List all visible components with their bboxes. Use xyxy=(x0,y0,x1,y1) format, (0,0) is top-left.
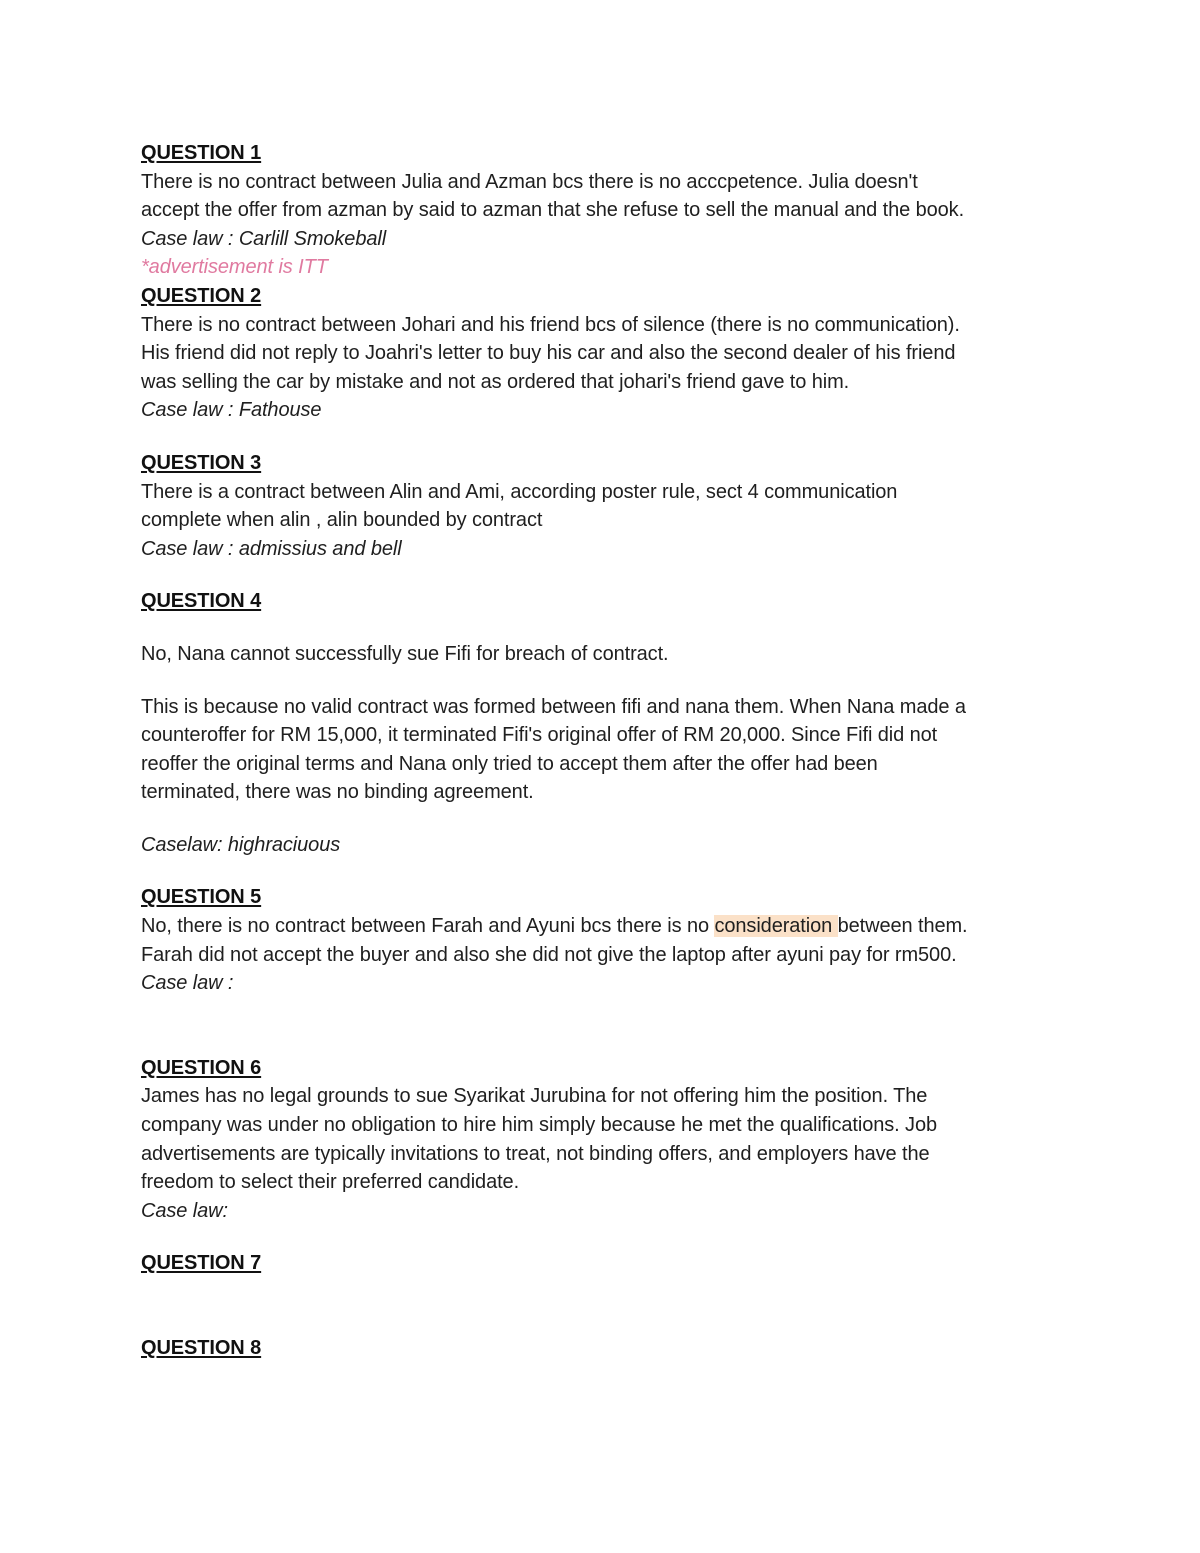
spacer xyxy=(141,669,1061,693)
question-4-case-law: Caselaw: highraciuous xyxy=(141,833,341,856)
question-1-line-1: There is no contract between Julia and Azman bcs there is no acccpetence. Julia doesn't xyxy=(141,170,918,193)
question-2-line-2: His friend did not reply to Joahri's letter to buy his car and also the second dealer of his friend xyxy=(141,342,956,365)
question-2-case-law: Case law : Fathouse xyxy=(141,399,322,422)
spacer xyxy=(141,859,1061,883)
spacer xyxy=(141,616,1061,640)
question-3-line-2: complete when alin , alin bounded by contract xyxy=(141,509,543,532)
question-6-heading: QUESTION 6 xyxy=(141,1056,262,1079)
question-6-line-4: freedom to select their preferred candidate. xyxy=(141,1171,520,1194)
spacer xyxy=(141,425,1061,449)
question-6-line-2: company was under no obligation to hire him simply because he met the qualifications. Job xyxy=(141,1114,937,1137)
question-1-note: *advertisement is ITT xyxy=(141,256,328,279)
question-2-line-3: was selling the car by mistake and not as ordered that johari's friend gave to him. xyxy=(141,370,850,393)
question-4-heading: QUESTION 4 xyxy=(141,590,262,613)
highlighted-word: consideration xyxy=(714,915,838,938)
question-5-heading: QUESTION 5 xyxy=(141,886,262,909)
question-6-line-3: advertisements are typically invitations to treat, not binding offers, and employers have the xyxy=(141,1142,930,1165)
question-6-line-1: James has no legal grounds to sue Syarikat Jurubina for not offering him the position. The xyxy=(141,1085,928,1108)
question-3-line-1: There is a contract between Alin and Ami, according poster rule, sect 4 communication xyxy=(141,480,898,503)
question-3-case-law: Case law : admissius and bell xyxy=(141,537,402,560)
document-page xyxy=(141,139,1061,1363)
spacer xyxy=(141,563,1061,587)
question-2-line-1: There is no contract between Johari and his friend bcs of silence (there is no communication). xyxy=(141,313,960,336)
spacer xyxy=(141,807,1061,831)
question-7-heading: QUESTION 7 xyxy=(141,1252,262,1275)
question-5-line-1 xyxy=(141,912,1061,941)
question-4-line-4: terminated, there was no binding agreement. xyxy=(141,781,534,804)
question-4-line-1: This is because no valid contract was formed between fifi and nana them. When Nana made a xyxy=(141,695,966,718)
question-8-heading: QUESTION 8 xyxy=(141,1337,262,1359)
spacer xyxy=(141,998,1061,1054)
question-5-case-law: Case law : xyxy=(141,972,234,995)
spacer xyxy=(141,1278,1061,1334)
question-1-line-2: accept the offer from azman by said to azman that she refuse to sell the manual and the book. xyxy=(141,199,965,222)
question-1-case-law: Case law : Carlill Smokeball xyxy=(141,227,387,250)
question-4-line-2: counteroffer for RM 15,000, it terminated Fifi's original offer of RM 20,000. Since Fifi did not xyxy=(141,724,938,747)
question-5-line-1-end: between them. xyxy=(837,915,968,938)
question-2-heading: QUESTION 2 xyxy=(141,284,262,307)
spacer xyxy=(141,1225,1061,1249)
question-4-line-3: reoffer the original terms and Nana only tried to accept them after the offer had been xyxy=(141,752,878,775)
question-1-heading: QUESTION 1 xyxy=(141,142,262,164)
question-5-line-1-start: No, there is no contract between Farah and Ayuni bcs there is no xyxy=(141,915,715,938)
question-4-answer: No, Nana cannot successfully sue Fifi for breach of contract. xyxy=(141,642,669,665)
question-5-line-2: Farah did not accept the buyer and also she did not give the laptop after ayuni pay for rm500. xyxy=(141,943,957,966)
question-6-case-law: Case law: xyxy=(141,1199,228,1222)
question-3-heading: QUESTION 3 xyxy=(141,451,262,474)
